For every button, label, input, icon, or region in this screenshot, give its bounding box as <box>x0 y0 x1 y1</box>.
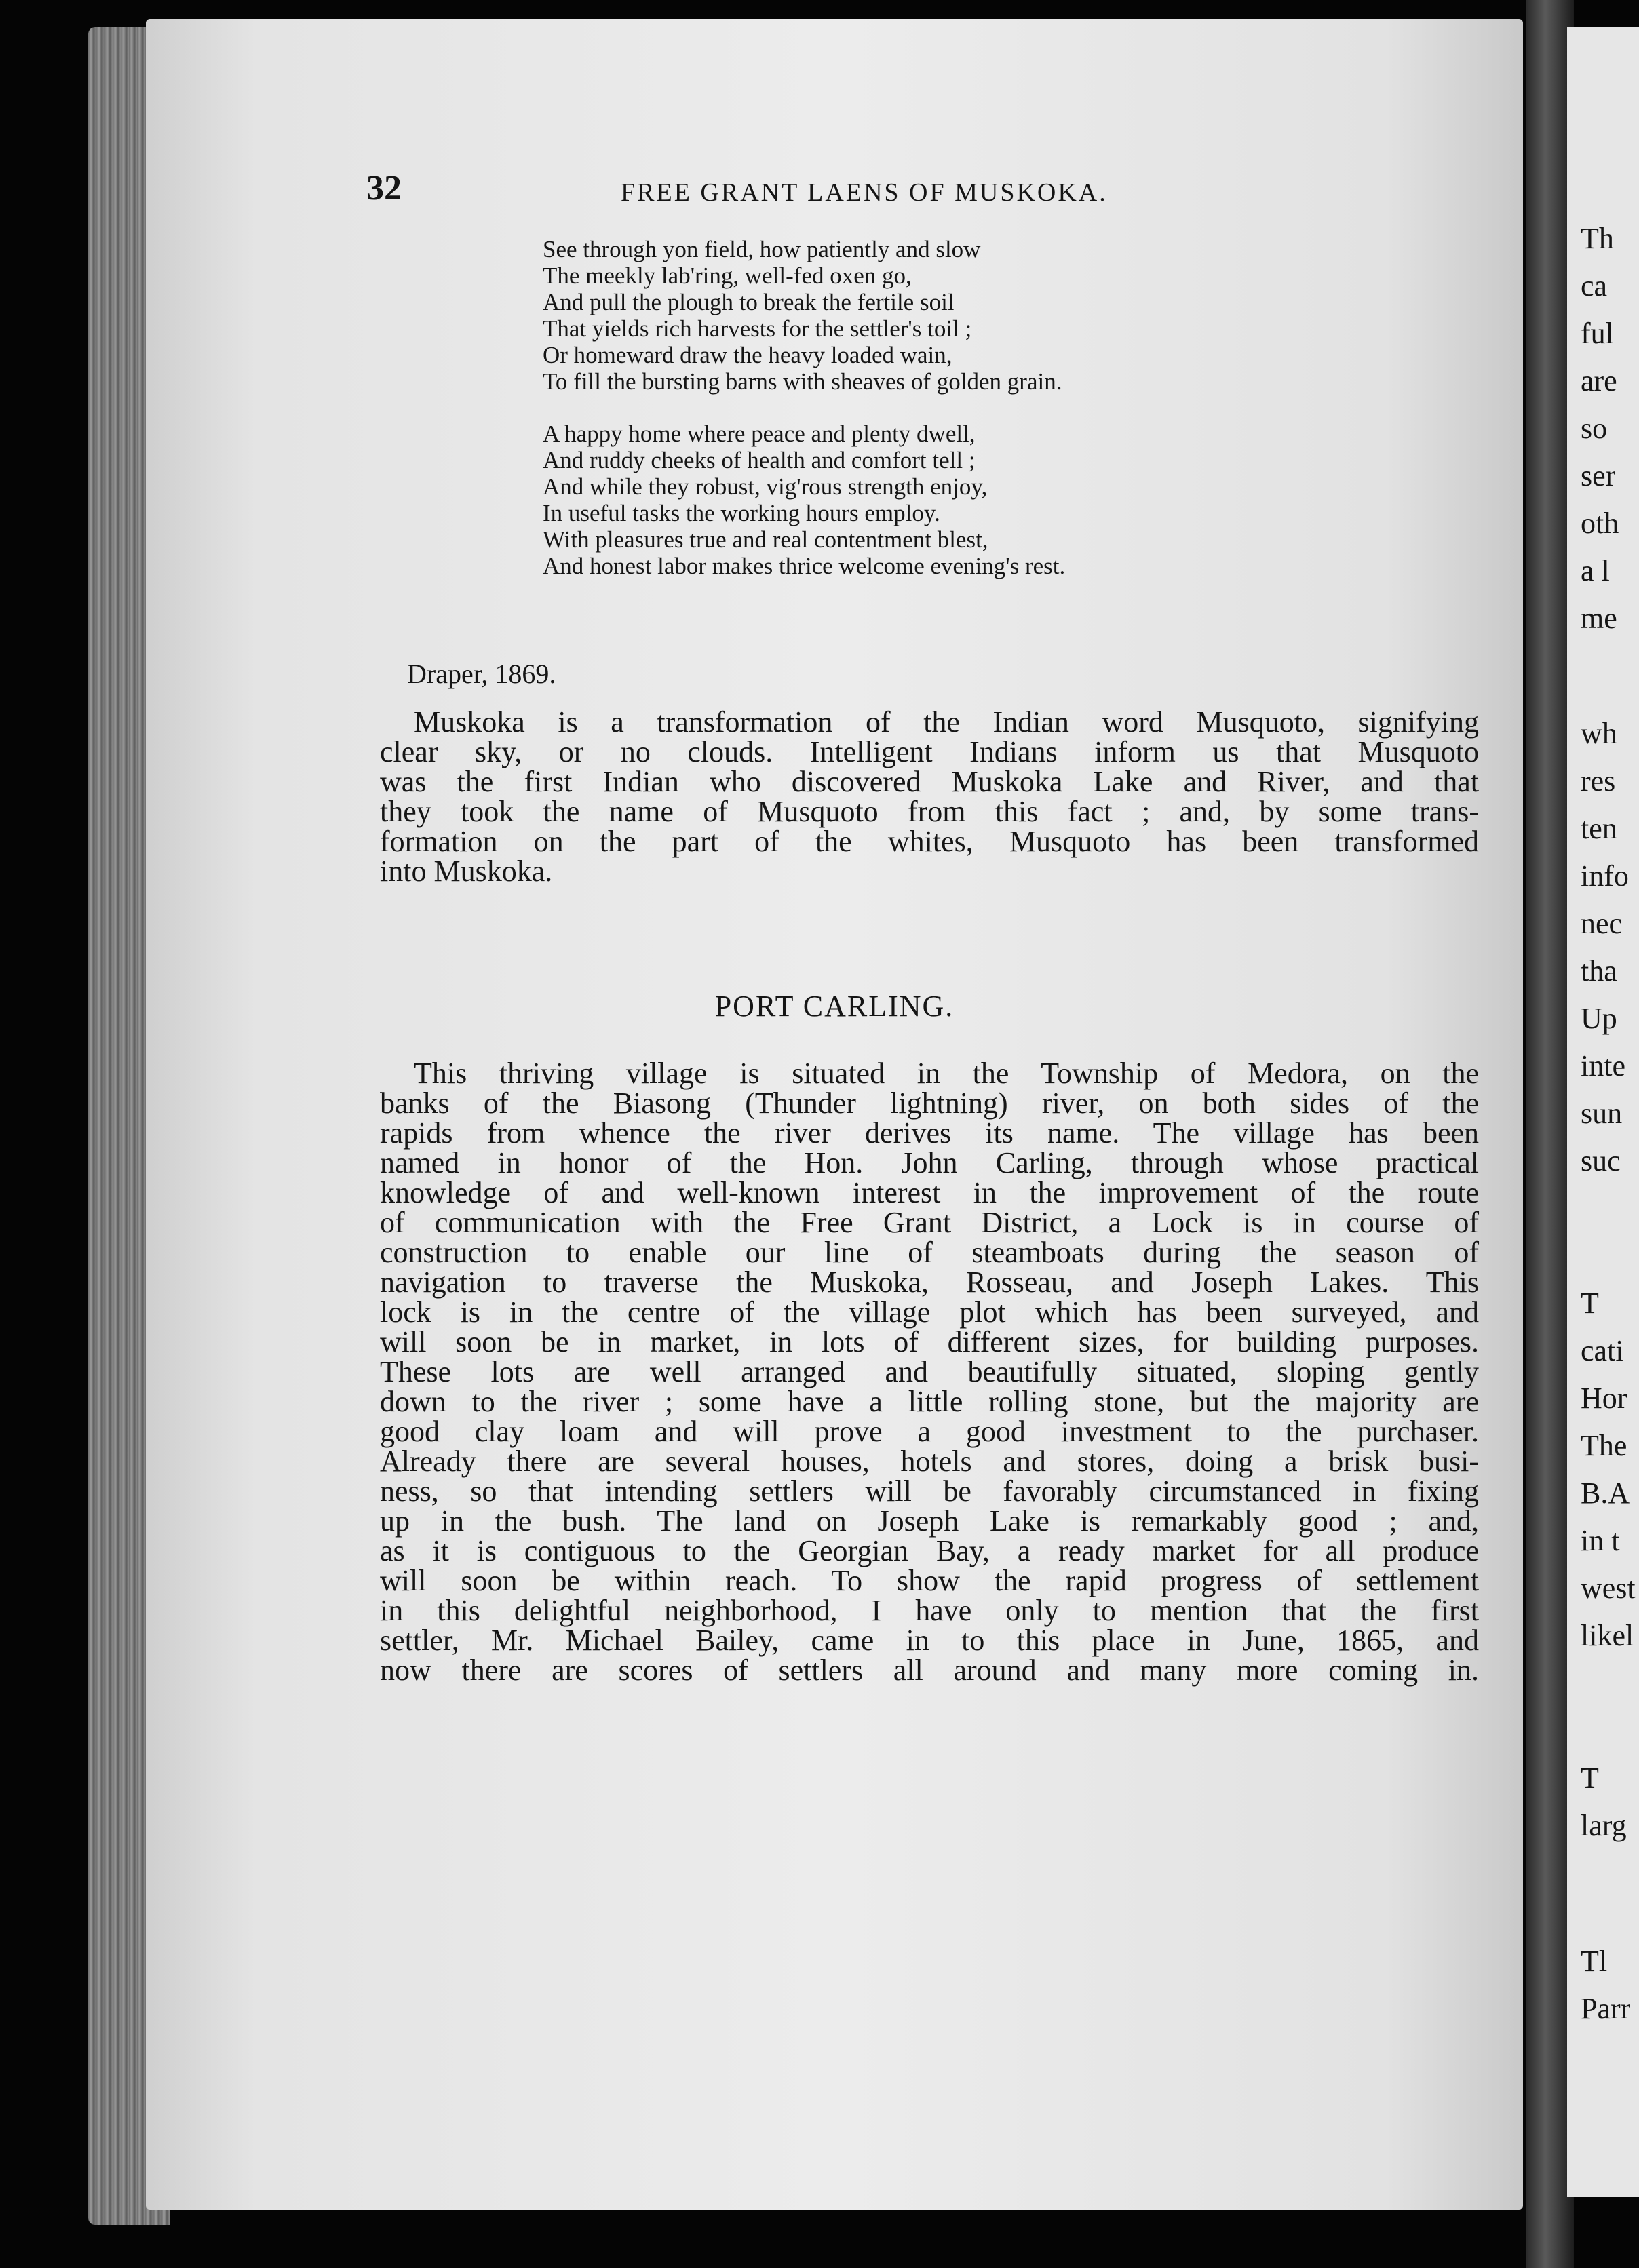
next-page-fragment: tha <box>1581 954 1617 988</box>
next-page-fragment: likel <box>1581 1619 1634 1652</box>
next-page-fragment: Parr <box>1581 1992 1631 2025</box>
text-line: they took the name of Musquoto from this fact ; and, by some trans- <box>380 795 1479 828</box>
next-page-fragment: B.A <box>1581 1477 1630 1510</box>
next-page-fragment: inte <box>1581 1049 1625 1082</box>
next-page-fragment: so <box>1581 412 1608 445</box>
poem-line: And while they robust, vig'rous strength enjoy, <box>543 473 988 500</box>
text-line: Muskoka is a transformation of the Indian word Musquoto, signifying <box>414 705 1479 739</box>
next-page-fragment: are <box>1581 364 1617 397</box>
text-line: will soon be in market, in lots of different sizes, for building purposes. <box>380 1325 1479 1358</box>
text-line: down to the river ; some have a little rolling stone, but the majority are <box>380 1385 1479 1418</box>
poem <box>543 236 1065 605</box>
text-line: ness, so that intending settlers will be favorably circumstanced in fixing <box>380 1474 1479 1508</box>
text-line: knowledge of and well-known interest in the improvement of the route <box>380 1176 1479 1209</box>
text-line: rapids from whence the river derives its name. The village has been <box>380 1116 1479 1150</box>
next-page-edge <box>1567 27 1639 2197</box>
text-line: This thriving village is situated in the Township of Medora, on the <box>414 1057 1479 1090</box>
book-page <box>146 19 1523 2210</box>
poem-stanza <box>543 236 1065 395</box>
text-line: formation on the part of the whites, Musquoto has been transformed <box>380 825 1479 858</box>
text-line: clear sky, or no clouds. Intelligent Indians inform us that Musquoto <box>380 735 1479 768</box>
next-page-fragment: ser <box>1581 459 1616 492</box>
text-line: named in honor of the Hon. John Carling, through whose practical <box>380 1146 1479 1179</box>
text-line: into Muskoka. <box>380 855 553 888</box>
next-page-fragment: T <box>1581 1761 1599 1795</box>
next-page-fragment: The <box>1581 1429 1627 1462</box>
next-page-fragment: nec <box>1581 907 1623 940</box>
next-page-fragment: wh <box>1581 717 1617 750</box>
poem-signature: Draper, 1869. <box>407 659 556 689</box>
text-line: banks of the Biasong (Thunder lightning) river, on both sides of the <box>380 1087 1479 1120</box>
text-line: settler, Mr. Michael Bailey, came in to this place in June, 1865, and <box>380 1624 1479 1657</box>
next-page-fragment: a l <box>1581 554 1610 587</box>
next-page-fragment: T <box>1581 1287 1599 1320</box>
next-page-fragment: west <box>1581 1571 1636 1605</box>
running-head: FREE GRANT LAENS OF MUSKOKA. <box>621 178 1108 207</box>
section-heading: PORT CARLING. <box>714 990 955 1023</box>
text-line: will soon be within reach. To show the rapid progress of settlement <box>380 1564 1479 1597</box>
poem-line: And pull the plough to break the fertile soil <box>543 289 955 315</box>
next-page-fragment: Hor <box>1581 1382 1627 1415</box>
text-line: construction to enable our line of steamboats during the season of <box>380 1236 1479 1269</box>
poem-line: And honest labor makes thrice welcome evening's rest. <box>543 553 1066 579</box>
text-line: in this delightful neighborhood, I have only to mention that the first <box>380 1594 1479 1627</box>
poem-line: To fill the bursting barns with sheaves of golden grain. <box>543 368 1062 395</box>
next-page-fragment: sun <box>1581 1097 1623 1130</box>
next-page-fragment: oth <box>1581 507 1619 540</box>
poem-line: That yields rich harvests for the settler's toil ; <box>543 315 972 342</box>
next-page-fragment: cati <box>1581 1334 1624 1367</box>
poem-line: A happy home where peace and plenty dwell, <box>543 421 976 447</box>
next-page-fragment: Tl <box>1581 1944 1608 1978</box>
poem-stanza <box>543 421 1065 579</box>
text-line: good clay loam and will prove a good investment to the purchaser. <box>380 1415 1479 1448</box>
next-page-fragment: in t <box>1581 1524 1620 1557</box>
text-line: lock is in the centre of the village plot which has been surveyed, and <box>380 1295 1479 1329</box>
page-header <box>146 168 1523 222</box>
text-line: Already there are several houses, hotels and stores, doing a brisk busi- <box>380 1445 1479 1478</box>
text-line: now there are scores of settlers all around and many more coming in. <box>380 1654 1479 1687</box>
text-line: up in the bush. The land on Joseph Lake is remarkably good ; and, <box>380 1504 1479 1538</box>
next-page-fragment: ten <box>1581 812 1617 845</box>
poem-line: Or homeward draw the heavy loaded wain, <box>543 342 952 368</box>
next-page-fragment: info <box>1581 859 1629 893</box>
text-line: was the first Indian who discovered Muskoka Lake and River, and that <box>380 765 1479 798</box>
next-page-fragment: res <box>1581 764 1616 798</box>
text-line: as it is contiguous to the Georgian Bay, a ready market for all produce <box>380 1534 1479 1567</box>
next-page-fragment: Up <box>1581 1002 1617 1035</box>
poem-line: With pleasures true and real contentment blest, <box>543 526 988 553</box>
poem-line: See through yon field, how patiently and slow <box>543 236 981 262</box>
text-line: of communication with the Free Grant District, a Lock is in course of <box>380 1206 1479 1239</box>
next-page-fragment: ca <box>1581 269 1608 302</box>
text-line: These lots are well arranged and beautifully situated, sloping gently <box>380 1355 1479 1388</box>
poem-line: In useful tasks the working hours employ. <box>543 500 940 526</box>
next-page-fragment: larg <box>1581 1809 1627 1842</box>
paragraph-port-carling <box>380 1050 1479 1687</box>
next-page-fragment: suc <box>1581 1144 1621 1177</box>
poem-line: And ruddy cheeks of health and comfort tell ; <box>543 447 976 473</box>
next-page-fragment: ful <box>1581 317 1614 350</box>
next-page-fragment: me <box>1581 602 1617 635</box>
poem-line: The meekly lab'ring, well-fed oxen go, <box>543 262 912 289</box>
text-line: navigation to traverse the Muskoka, Rosseau, and Joseph Lakes. This <box>380 1266 1479 1299</box>
page-number: 32 <box>366 169 402 208</box>
next-page-fragment: Th <box>1581 222 1614 255</box>
paragraph-muskoka <box>380 699 1479 888</box>
